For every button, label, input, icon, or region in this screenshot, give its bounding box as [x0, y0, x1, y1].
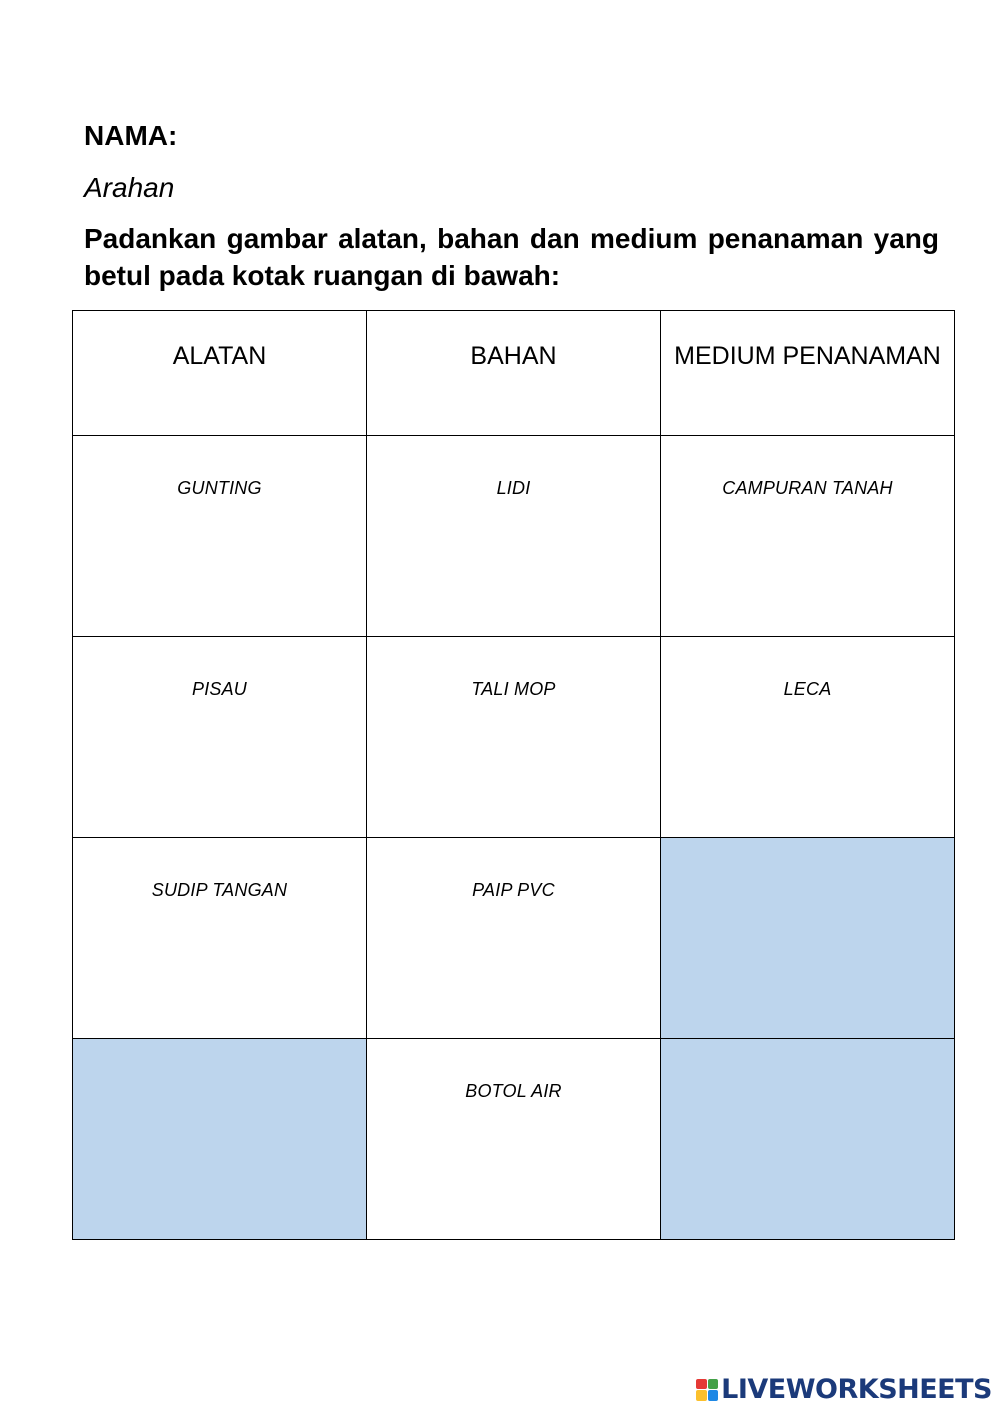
arahan-label: Arahan [84, 172, 175, 203]
name-label: NAMA: [84, 120, 178, 151]
table-header-row [73, 311, 955, 436]
cell-label: PAIP PVC [472, 880, 555, 900]
brand-name: LIVEWORKSHEETS [721, 1374, 992, 1405]
drop-cell[interactable] [73, 436, 367, 637]
shaded-empty-cell [661, 1039, 955, 1240]
drop-cell[interactable] [73, 637, 367, 838]
column-header-alatan: ALATAN [73, 311, 367, 436]
table-row [73, 436, 955, 637]
table-row [73, 1039, 955, 1240]
table-row [73, 637, 955, 838]
liveworksheets-logo-icon [696, 1379, 718, 1401]
cell-label: LECA [783, 679, 832, 699]
cell-label: CAMPURAN TANAH [722, 478, 893, 498]
liveworksheets-brand [696, 1374, 992, 1405]
matching-table [72, 310, 955, 1240]
cell-label: BOTOL AIR [465, 1081, 562, 1101]
drop-cell[interactable] [367, 1039, 661, 1240]
cell-label: GUNTING [177, 478, 262, 498]
drop-cell[interactable] [367, 637, 661, 838]
cell-label: PISAU [191, 679, 248, 699]
cell-label: TALI MOP [471, 679, 556, 699]
shaded-empty-cell [73, 1039, 367, 1240]
column-header-bahan: BAHAN [367, 311, 661, 436]
drop-cell[interactable] [367, 436, 661, 637]
drop-cell[interactable] [73, 838, 367, 1039]
column-header-medium: MEDIUM PENANAMAN [661, 311, 955, 436]
drop-cell[interactable] [661, 436, 955, 637]
instruction-text: Padankan gambar alatan, bahan dan medium penanaman yang betul pada kotak ruangan di bawah: [84, 223, 939, 291]
cell-label: SUDIP TANGAN [151, 880, 288, 900]
drop-cell[interactable] [661, 637, 955, 838]
cell-label: LIDI [496, 478, 531, 498]
shaded-empty-cell [661, 838, 955, 1039]
drop-cell[interactable] [367, 838, 661, 1039]
table-row [73, 838, 955, 1039]
